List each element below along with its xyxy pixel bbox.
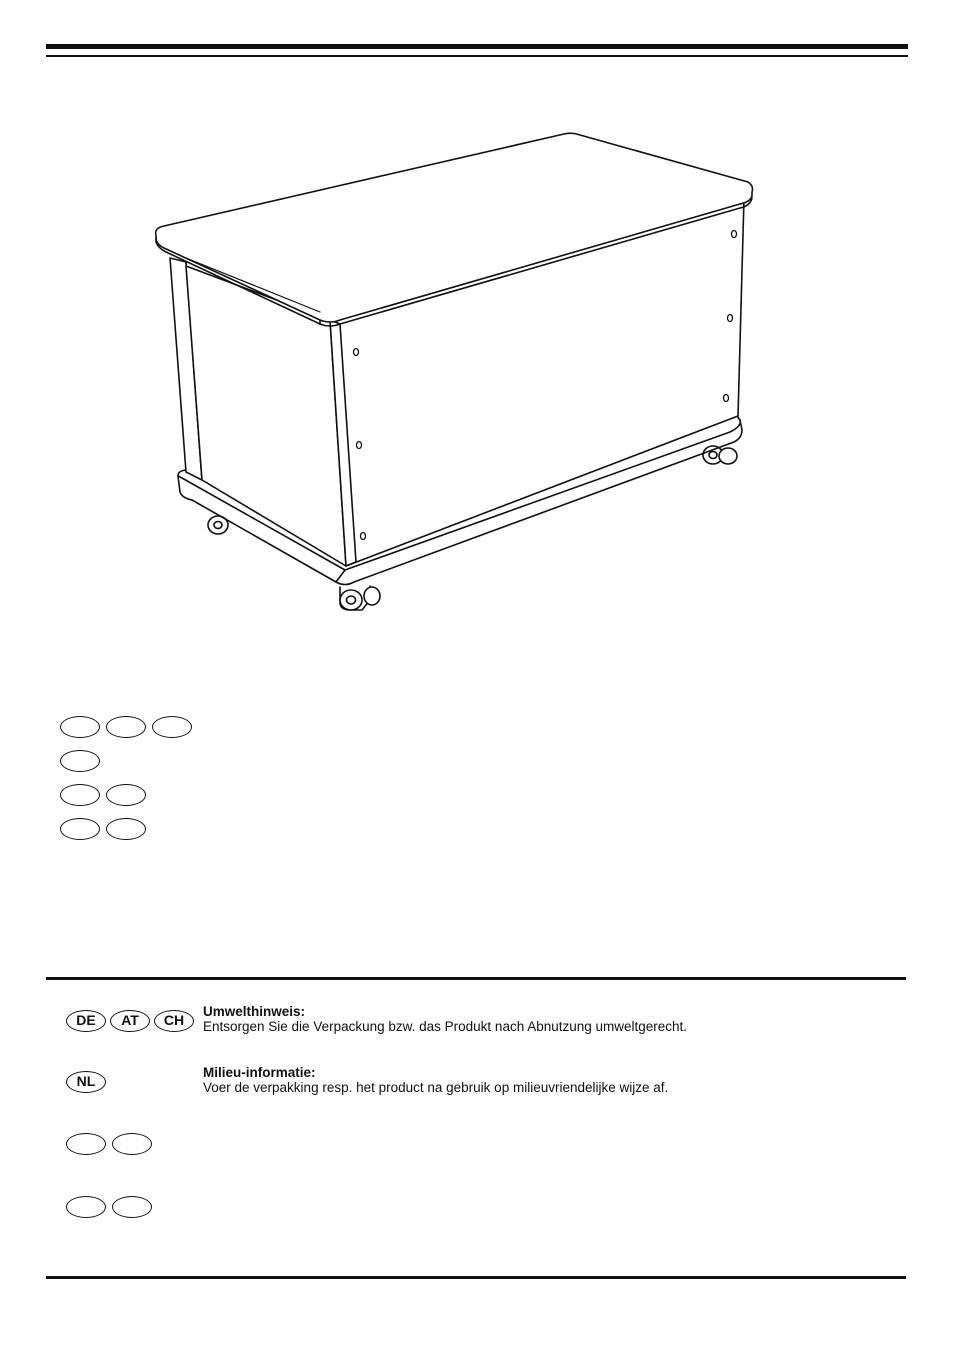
language-badge [112,1196,152,1218]
language-badge-nl: NL [66,1071,106,1093]
notice-nl [203,1065,668,1095]
notice-de [203,1004,687,1034]
language-badge-de: DE [66,1010,106,1032]
language-badge [106,784,146,806]
notice-text: Voer de verpakking resp. het product na gebruik op milieuvriendelijke wijze af. [203,1080,669,1095]
language-badge [106,716,146,738]
language-badge [106,818,146,840]
language-badge-ch: CH [154,1010,194,1032]
notice-heading: Milieu-informatie: [203,1065,316,1080]
castor-right [703,446,737,464]
section-rule [46,977,906,980]
language-badge-at: AT [110,1010,150,1032]
toy-chest-illustration [140,120,780,630]
header-rule-thick [46,44,908,49]
language-badge [112,1133,152,1155]
footer-rule [46,1276,906,1279]
language-badge [60,784,100,806]
language-badge [66,1196,106,1218]
language-badge [152,716,192,738]
language-badge [60,818,100,840]
header-rule-thin [46,55,908,57]
notice-text: Entsorgen Sie die Verpackung bzw. das Produkt nach Abnutzung umweltgerecht. [203,1019,688,1034]
castor-front [340,586,380,610]
language-badge [66,1133,106,1155]
language-badge [60,750,100,772]
notice-heading: Umwelthinweis: [203,1004,306,1019]
language-badge [60,716,100,738]
